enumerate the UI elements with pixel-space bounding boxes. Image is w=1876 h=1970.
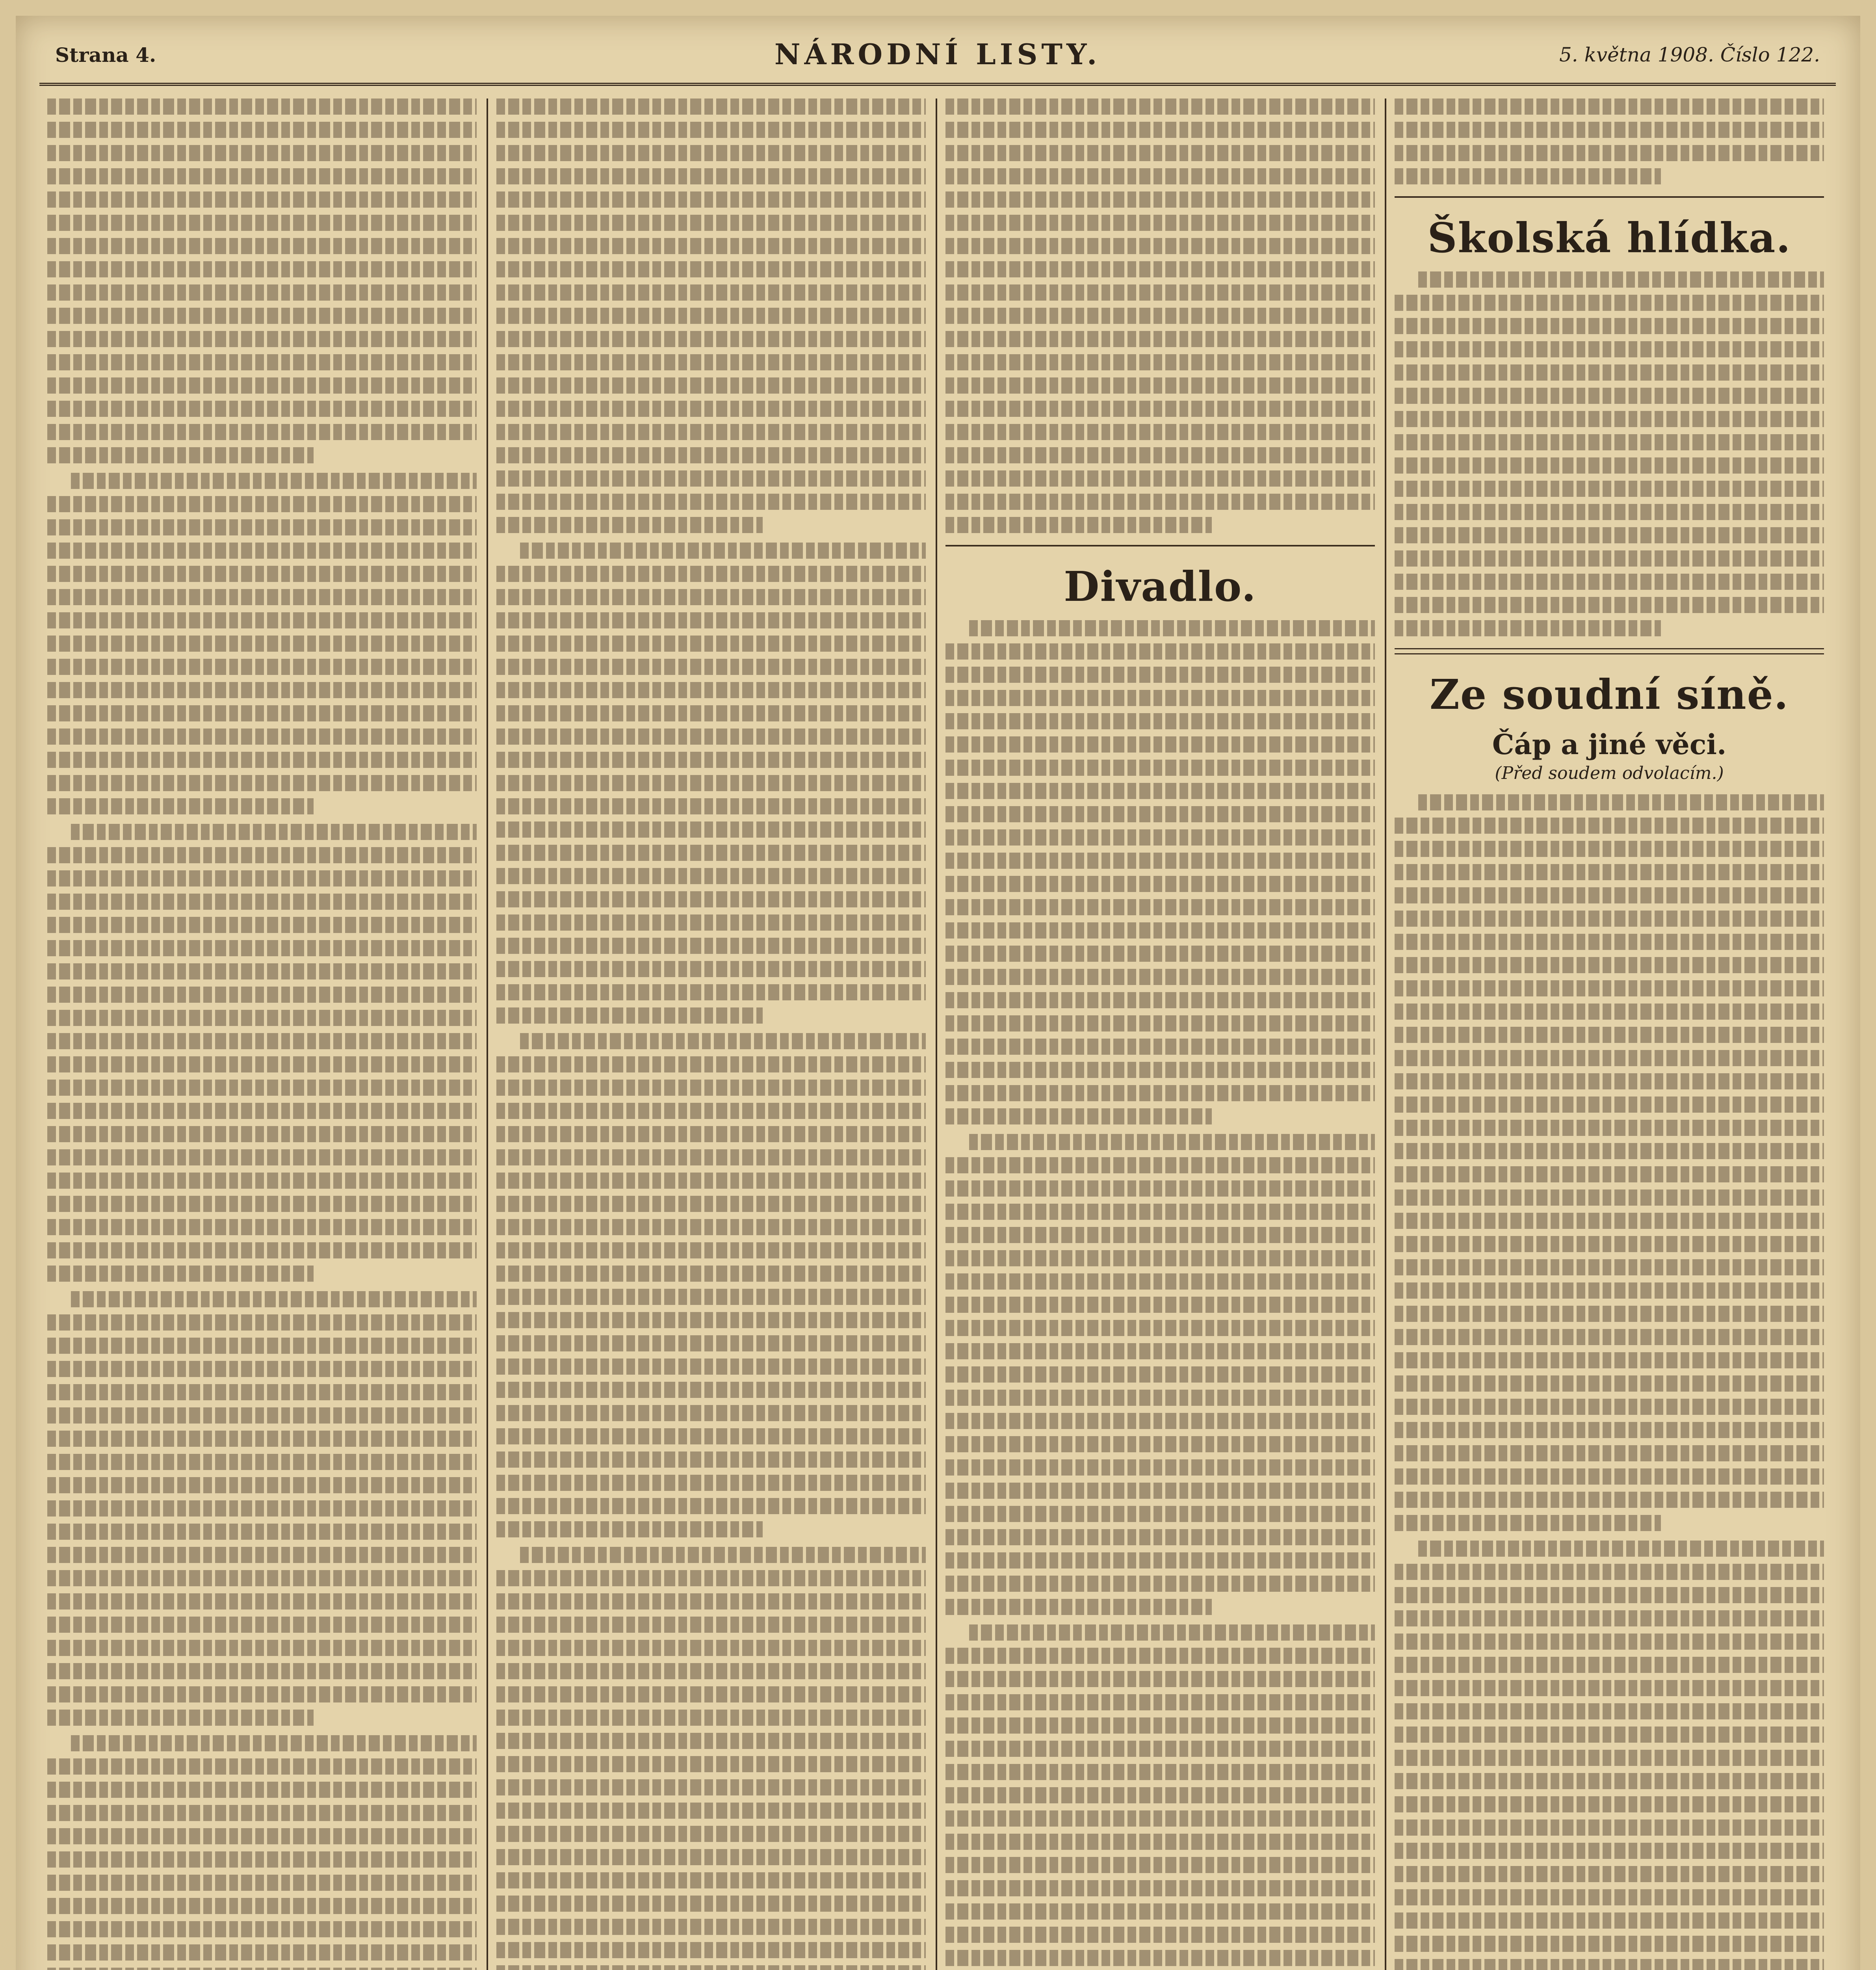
newspaper-title: NÁRODNÍ LISTY. [774,37,1101,71]
article-text [496,1033,926,1537]
article-text [496,1547,926,1970]
article-text [47,1735,477,1970]
article-text [945,98,1375,533]
article-text [1395,98,1824,184]
column-rule [487,98,488,1970]
section-divider [1395,648,1824,654]
column-1 [47,98,477,1970]
article-text [47,473,477,814]
section-divider [945,545,1375,546]
column-rule [936,98,937,1970]
section-heading-ze-soudni-sine: Ze soudní síně. [1430,670,1789,719]
article-text [1395,794,1824,1531]
article-text [496,98,926,533]
article-text [1395,271,1824,636]
column-rule [1385,98,1386,1970]
article-text [47,824,477,1282]
newspaper-page [16,16,1860,1970]
article-heading: Čáp a jiné věci. [1492,728,1727,761]
article-text [47,98,477,463]
article-subheading: (Před soudem odvolacím.) [1495,763,1724,783]
masthead [39,28,1836,86]
column-4 [1395,98,1824,1970]
article-text [47,1291,477,1726]
page-number: Strana 4. [55,43,156,67]
article-text [1395,1541,1824,1970]
article-text [945,620,1375,1124]
section-heading-divadlo: Divadlo. [1064,562,1257,611]
column-2 [496,98,926,1970]
article-text [945,1134,1375,1615]
section-heading-skolska-hlidka: Školská hlídka. [1427,214,1791,262]
article-text [945,1624,1375,1970]
section-divider [1395,196,1824,198]
article-text [496,543,926,1024]
column-3 [945,98,1375,1970]
date-and-issue: 5. května 1908. Číslo 122. [1559,43,1820,66]
